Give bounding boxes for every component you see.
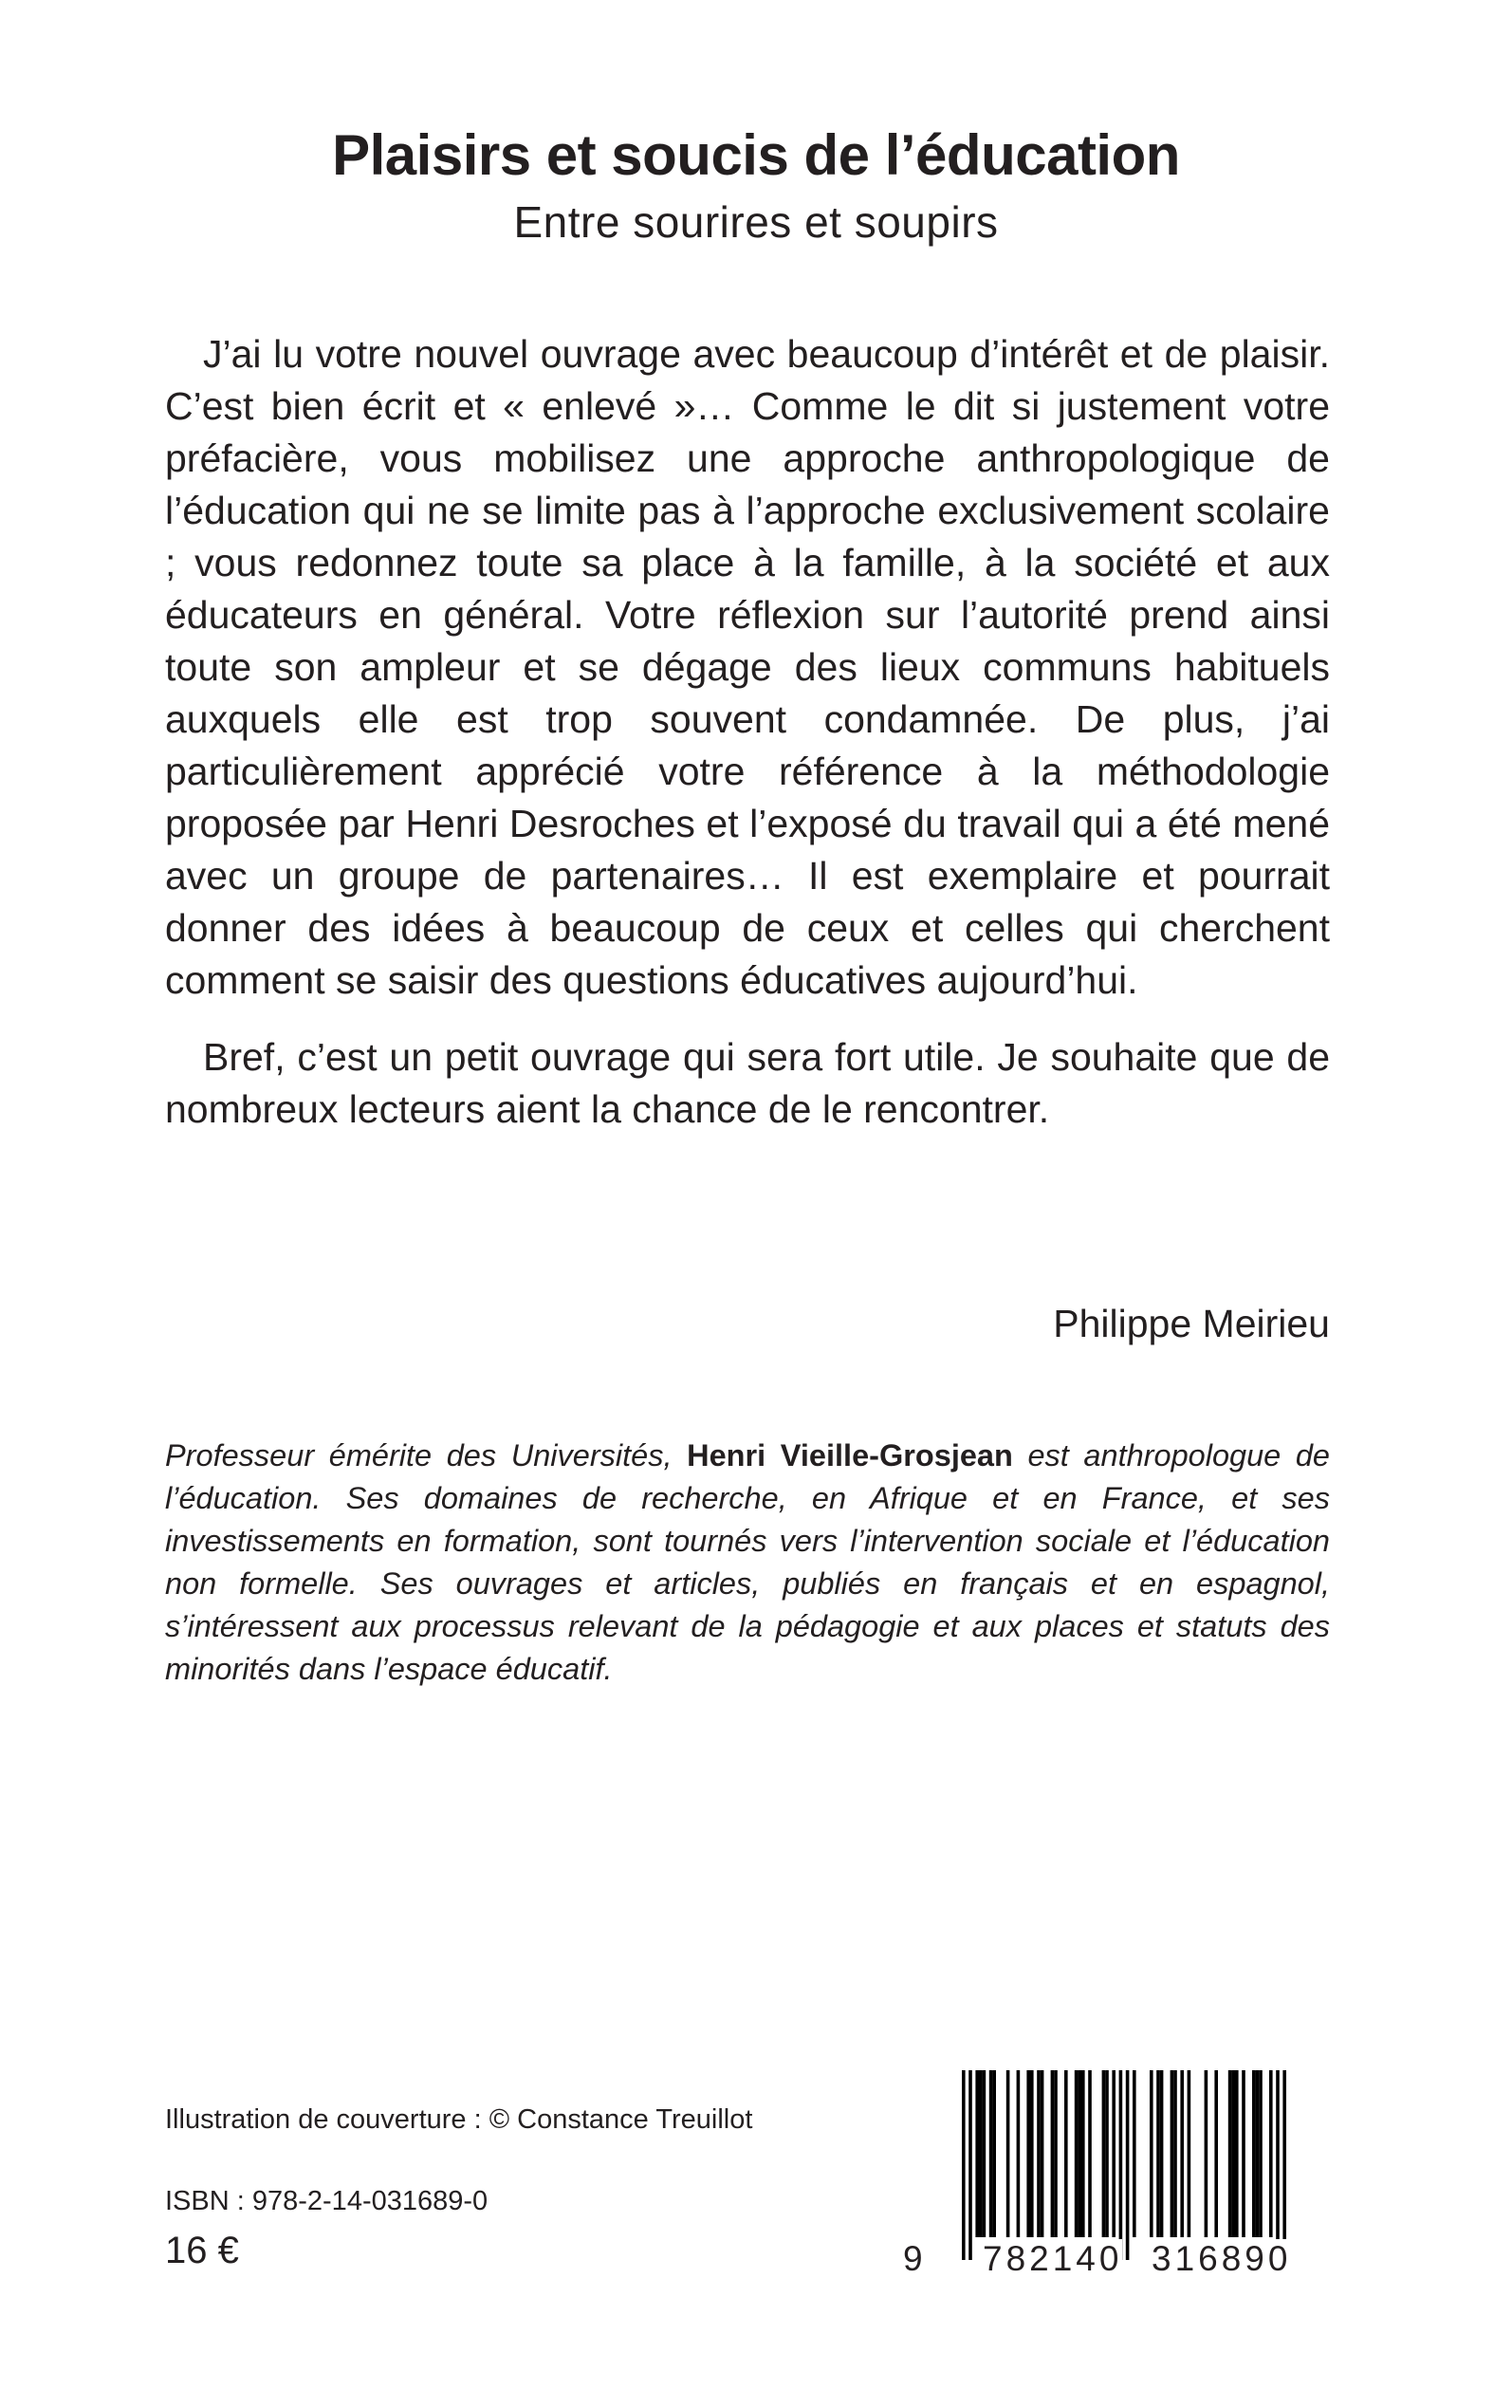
- barcode-bar: [1030, 2070, 1034, 2237]
- barcode-right-group: 316890: [1152, 2239, 1292, 2278]
- barcode-bar: [1180, 2070, 1184, 2237]
- barcode-bar: [1173, 2070, 1177, 2237]
- barcode-bar: [1105, 2070, 1109, 2237]
- barcode-bar: [1119, 2070, 1123, 2260]
- book-subtitle: Entre sourires et soupirs: [513, 197, 999, 247]
- review-paragraph: Bref, c’est un petit ouvrage qui sera fort utile. Je souhaite que de nombreux lecteurs aient la chance de le rencontrer.: [165, 1035, 1330, 1131]
- barcode-bar: [1242, 2070, 1245, 2237]
- review-signature: Philippe Meirieu: [1053, 1302, 1330, 1345]
- barcode-bar: [1051, 2070, 1055, 2237]
- barcode-bar: [1276, 2070, 1280, 2260]
- barcode-bar: [1081, 2070, 1085, 2237]
- barcode-bar: [1041, 2070, 1044, 2237]
- book-title: Plaisirs et soucis de l’éducation: [332, 123, 1180, 187]
- barcode-bar: [1006, 2070, 1010, 2237]
- barcode-bar: [1156, 2070, 1160, 2237]
- barcode-bar: [1112, 2070, 1116, 2237]
- author-bio: [165, 1435, 1330, 1691]
- barcode-bar: [979, 2070, 983, 2237]
- author-name: Henri Vieille-Grosjean: [687, 1438, 1013, 1473]
- barcode-bar: [968, 2070, 972, 2260]
- barcode-bar: [1126, 2070, 1130, 2260]
- barcode-bar: [1282, 2070, 1286, 2260]
- barcode-bar: [1133, 2070, 1136, 2237]
- barcode-bar: [983, 2070, 986, 2237]
- bio-prefix: Professeur émérite des Universités,: [165, 1438, 688, 1473]
- barcode-first-digit: 9: [903, 2239, 923, 2278]
- barcode-bar: [1231, 2070, 1235, 2237]
- barcode-bar: [1054, 2070, 1058, 2237]
- barcode-bar: [1259, 2070, 1263, 2237]
- barcode-bar: [1026, 2070, 1030, 2237]
- barcode-bar: [1188, 2070, 1191, 2237]
- barcode-bar: [1037, 2070, 1041, 2237]
- isbn: ISBN : 978-2-14-031689-0: [165, 2186, 489, 2216]
- barcode-bar: [1256, 2070, 1260, 2237]
- barcode-bar: [989, 2070, 993, 2237]
- review-paragraph: J’ai lu votre nouvel ouvrage avec beaucoup d’intérêt et de plaisir. C’est bien écrit et « enlevé »… Comme le dit si justement votre préfacière, vous mobilisez une approche anthropologique de l’éducation qui ne se limite pas à l’approche exclusivement scolaire ; vous redonnez toute sa place à la famille, à la société et aux éducateurs en général. Votre réflexion sur l’autorité prend ainsi toute son ampleur et se dégage des lieux communs habituels auxquels elle est trop souvent condamnée. De plus, j’ai particulièrement apprécié votre référence à la méthodologie proposée par Henri Desroches et l’exposé du travail qui a été mené avec un groupe de partenaires… Il est exemplaire et pourrait donner des idées à beaucoup de ceux et celles qui cherchent comment se saisir des questions éducatives aujourd’hui.: [165, 332, 1330, 1002]
- barcode-bar: [1205, 2070, 1208, 2237]
- barcode-bar: [1075, 2070, 1079, 2237]
- barcode-bar: [1171, 2070, 1174, 2237]
- barcode-bar: [962, 2070, 966, 2260]
- barcode-bar: [1150, 2070, 1153, 2237]
- barcode-bar: [1252, 2070, 1256, 2237]
- bio-text: est anthropologue de l’éducation. Ses domaines de recherche, en Afrique et en France, et ses investissements en formation, sont tournés vers l’intervention sociale et l’éducation non formelle. Ses ouvrages et articles, publiés en français et en espagnol, s’intéressent aux processus relevant de la pédagogie et aux places et statuts des minorités dans l’espace éducatif.: [165, 1438, 1330, 1686]
- barcode-bar: [992, 2070, 996, 2237]
- barcode-bar: [1017, 2070, 1021, 2237]
- barcode-bar: [1102, 2070, 1106, 2237]
- barcode-bar: [1269, 2070, 1273, 2237]
- barcode-left-group: 782140: [983, 2239, 1123, 2278]
- barcode-bar: [1064, 2070, 1068, 2237]
- cover-credit: Illustration de couverture : © Constance Treuillot: [165, 2104, 753, 2135]
- barcode-bar: [1235, 2070, 1239, 2237]
- isbn-barcode: [903, 2070, 1311, 2285]
- price: 16 €: [165, 2230, 239, 2271]
- barcode-bar: [1078, 2070, 1081, 2237]
- review-text: [165, 328, 1330, 1136]
- barcode-bar: [975, 2070, 979, 2237]
- barcode-bar: [1228, 2070, 1232, 2237]
- barcode-bar: [1088, 2070, 1092, 2237]
- barcode-bar: [1160, 2070, 1164, 2237]
- barcode-bar: [1214, 2070, 1218, 2237]
